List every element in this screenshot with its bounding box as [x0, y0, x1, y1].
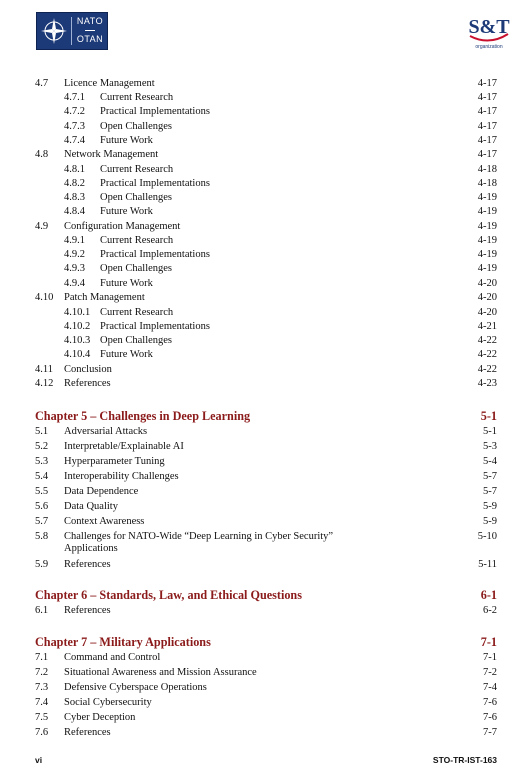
toc-page-number: 4-19	[477, 263, 497, 274]
toc-entry[interactable]	[0, 455, 525, 469]
toc-page-number: 4-19	[477, 206, 497, 217]
toc-entry-number: 5.4	[35, 471, 49, 482]
chapter-title: Chapter 5 – Challenges in Deep Learning	[35, 409, 251, 423]
toc-entry-number: 4.11	[35, 364, 53, 375]
toc-entry[interactable]	[0, 77, 525, 91]
otan-wordmark: OTAN	[76, 34, 104, 44]
toc-entry-title: Practical Implementations	[100, 321, 210, 332]
toc-entry[interactable]	[0, 696, 525, 710]
toc-entry-number: 4.10.3	[64, 335, 91, 346]
toc-entry-number: 4.10.1	[64, 307, 91, 318]
toc-page-number: 4-22	[477, 349, 497, 360]
toc-entry[interactable]	[0, 558, 525, 572]
toc-entry-title: References	[64, 605, 111, 616]
toc-entry-number: 4.9.2	[64, 249, 85, 260]
toc-page-number: 4-19	[477, 221, 497, 232]
toc-page-number: 7-4	[483, 682, 497, 693]
toc-page-number: 7-1	[483, 652, 497, 663]
toc-entry-number: 5.5	[35, 486, 49, 497]
chapter-title: Chapter 7 – Military Applications	[35, 635, 211, 649]
toc-entry-title: Data Dependence	[64, 486, 139, 497]
toc-entry-title: Configuration Management	[64, 221, 181, 232]
toc-entry-title: Open Challenges	[100, 263, 173, 274]
toc-entry[interactable]	[0, 177, 525, 191]
toc-entry[interactable]	[0, 726, 525, 740]
toc-page-number: 7-6	[483, 697, 497, 708]
toc-entry[interactable]	[0, 134, 525, 148]
toc-entry[interactable]	[0, 530, 525, 556]
toc-entry-title: Current Research	[100, 235, 174, 246]
toc-page-number: 4-20	[477, 278, 497, 289]
toc-entry[interactable]	[0, 334, 525, 348]
toc-entry-number: 4.7	[35, 78, 49, 89]
toc-entry[interactable]	[0, 120, 525, 134]
toc-page-number: 5-9	[483, 516, 497, 527]
toc-entry-number: 7.2	[35, 667, 49, 678]
toc-entry[interactable]	[0, 234, 525, 248]
toc-page-number: 7-7	[483, 727, 497, 738]
toc-page-number: 4-20	[477, 307, 497, 318]
toc-entry-number: 4.9.4	[64, 278, 85, 289]
toc-entry[interactable]	[0, 277, 525, 291]
toc-page-number: 5-7	[483, 486, 497, 497]
toc-entry[interactable]	[0, 515, 525, 529]
toc-entry[interactable]	[0, 604, 525, 618]
toc-entry-title: References	[64, 727, 111, 738]
toc-entry[interactable]	[0, 711, 525, 725]
logo-bar	[85, 30, 95, 31]
toc-entry-number: 4.9.1	[64, 235, 85, 246]
toc-entry-title: Data Quality	[64, 501, 118, 512]
toc-page-number: 4-22	[477, 364, 497, 375]
toc-entry-number: 4.8.3	[64, 192, 85, 203]
toc-page-number: 4-18	[477, 178, 497, 189]
toc-entry-title: Context Awareness	[64, 516, 145, 527]
toc-entry-title: Interoperability Challenges	[64, 471, 179, 482]
nato-wordmark: NATO	[76, 16, 104, 26]
toc-entry[interactable]	[0, 500, 525, 514]
toc-entry[interactable]	[0, 248, 525, 262]
toc-entry-title: Patch Management	[64, 292, 145, 303]
toc-entry[interactable]	[0, 425, 525, 439]
toc-page-number: 4-17	[477, 92, 497, 103]
toc-page-number: 6-2	[483, 605, 497, 616]
toc-entry-number: 7.3	[35, 682, 49, 693]
toc-entry-title: Future Work	[100, 206, 153, 217]
toc-entry-title: Challenges for NATO-Wide “Deep Learning in Cyber Security” Applications	[64, 531, 334, 554]
toc-entry-title: Current Research	[100, 307, 174, 318]
toc-page-number: 5-4	[483, 456, 497, 467]
toc-page-number: 4-17	[477, 78, 497, 89]
toc-page-number: 4-17	[477, 106, 497, 117]
toc-entry-title: Conclusion	[64, 364, 112, 375]
toc-entry[interactable]	[0, 651, 525, 665]
logo-divider	[71, 17, 72, 45]
toc-entry[interactable]	[0, 348, 525, 362]
toc-page-number: 6-1	[480, 588, 497, 602]
toc-entry-title: Current Research	[100, 92, 174, 103]
toc-entry-number: 4.10	[35, 292, 54, 303]
toc-page-number: 4-19	[477, 235, 497, 246]
page-header	[0, 0, 525, 60]
toc-entry-number: 4.8.4	[64, 206, 85, 217]
chapter-title: Chapter 6 – Standards, Law, and Ethical Questions	[35, 588, 302, 602]
toc-entry-title: Adversarial Attacks	[64, 426, 148, 437]
toc-entry-number: 7.6	[35, 727, 49, 738]
toc-entry-title: Cyber Deception	[64, 712, 136, 723]
toc-entry-title: Practical Implementations	[100, 249, 210, 260]
toc-page-number: 4-19	[477, 249, 497, 260]
toc-entry[interactable]	[0, 377, 525, 391]
toc-entry-number: 5.7	[35, 516, 49, 527]
toc-entry-number: 4.7.3	[64, 121, 85, 132]
toc-entry-number: 4.10.2	[64, 321, 91, 332]
page-footer	[0, 755, 525, 769]
toc-page-number: 4-17	[477, 135, 497, 146]
page-number: vi	[35, 755, 43, 765]
toc-entry-title: References	[64, 378, 111, 389]
toc-entry[interactable]	[0, 291, 525, 305]
toc-page-number: 4-20	[477, 292, 497, 303]
toc-chapter-heading[interactable]	[0, 408, 525, 424]
toc-entry-title: Future Work	[100, 349, 153, 360]
toc-entry-number: 4.8.1	[64, 164, 85, 175]
nato-otan-logo	[36, 12, 108, 50]
toc-entry[interactable]	[0, 91, 525, 105]
toc-entry-title: Future Work	[100, 135, 153, 146]
toc-chapter-heading[interactable]	[0, 587, 525, 603]
toc-entry-number: 4.7.1	[64, 92, 85, 103]
toc-page-number: 4-23	[477, 378, 497, 389]
toc-entry[interactable]	[0, 666, 525, 680]
toc-entry-number: 5.6	[35, 501, 49, 512]
toc-page-number: 5-9	[483, 501, 497, 512]
toc-entry-title: Command and Control	[64, 652, 161, 663]
nato-compass-star-icon	[40, 17, 68, 45]
toc-entry-title: Practical Implementations	[100, 106, 210, 117]
toc-entry-number: 4.9.3	[64, 263, 85, 274]
toc-entry-title: Licence Management	[64, 78, 155, 89]
toc-entry-title: Situational Awareness and Mission Assurance	[64, 667, 257, 678]
toc-entry-number: 4.8	[35, 149, 49, 160]
toc-page-number: 5-10	[477, 531, 497, 542]
toc-entry-title: Interpretable/Explainable AI	[64, 441, 184, 452]
toc-chapter-heading[interactable]	[0, 634, 525, 650]
toc-entry-number: 4.12	[35, 378, 54, 389]
toc-entry[interactable]	[0, 191, 525, 205]
toc-entry[interactable]	[0, 205, 525, 219]
toc-entry[interactable]	[0, 440, 525, 454]
toc-entry[interactable]	[0, 148, 525, 162]
toc-entry[interactable]	[0, 320, 525, 334]
toc-entry-number: 4.7.4	[64, 135, 85, 146]
toc-entry-number: 5.1	[35, 426, 49, 437]
toc-page-number: 5-3	[483, 441, 497, 452]
toc-entry[interactable]	[0, 306, 525, 320]
toc-entry-title: References	[64, 559, 111, 570]
toc-entry-number: 4.7.2	[64, 106, 85, 117]
report-identifier: STO-TR-IST-163	[432, 755, 497, 765]
toc-entry[interactable]	[0, 681, 525, 695]
toc-page-number: 4-17	[477, 121, 497, 132]
toc-entry-title: Hyperparameter Tuning	[64, 456, 165, 467]
toc-entry-number: 5.2	[35, 441, 49, 452]
toc-entry-number: 4.10.4	[64, 349, 91, 360]
toc-page-number: 4-19	[477, 192, 497, 203]
toc-entry-title: Network Management	[64, 149, 159, 160]
toc-entry-number: 5.8	[35, 531, 49, 542]
toc-entry-number: 6.1	[35, 605, 49, 616]
toc-entry-title: Practical Implementations	[100, 178, 210, 189]
toc-page-number: 4-22	[477, 335, 497, 346]
toc-entry[interactable]	[0, 485, 525, 499]
toc-entry-number: 4.9	[35, 221, 49, 232]
toc-page-number: 7-2	[483, 667, 497, 678]
sto-logo-caption: organization	[475, 44, 503, 50]
toc-entry-title: Open Challenges	[100, 121, 173, 132]
toc-page-number: 4-21	[477, 321, 497, 332]
toc-page-number: 7-1	[480, 635, 497, 649]
toc-entry-title: Current Research	[100, 164, 174, 175]
svg-text:S&T: S&T	[468, 16, 510, 38]
toc-entry[interactable]	[0, 262, 525, 276]
toc-entry-number: 5.3	[35, 456, 49, 467]
toc-entry-title: Defensive Cyberspace Operations	[64, 682, 207, 693]
toc-entry-number: 7.4	[35, 697, 49, 708]
toc-entry-number: 5.9	[35, 559, 49, 570]
toc-entry-number: 7.5	[35, 712, 49, 723]
toc-page-number: 4-18	[477, 164, 497, 175]
toc-page-number: 5-7	[483, 471, 497, 482]
toc-page-number: 5-11	[478, 559, 497, 570]
toc-entry-title: Future Work	[100, 278, 153, 289]
toc-entry-number: 4.8.2	[64, 178, 85, 189]
toc-entry-title: Social Cybersecurity	[64, 697, 152, 708]
toc-entry-title: Open Challenges	[100, 192, 173, 203]
toc-entry[interactable]	[0, 363, 525, 377]
toc-page-number: 5-1	[480, 409, 497, 423]
toc-entry-title: Open Challenges	[100, 335, 173, 346]
toc-entry-number: 7.1	[35, 652, 49, 663]
toc-page-number: 4-17	[477, 149, 497, 160]
toc-entry[interactable]	[0, 105, 525, 119]
toc-entry[interactable]	[0, 220, 525, 234]
toc-entry[interactable]	[0, 163, 525, 177]
toc-entry[interactable]	[0, 470, 525, 484]
toc-page-number: 5-1	[483, 426, 497, 437]
toc-page-number: 7-6	[483, 712, 497, 723]
